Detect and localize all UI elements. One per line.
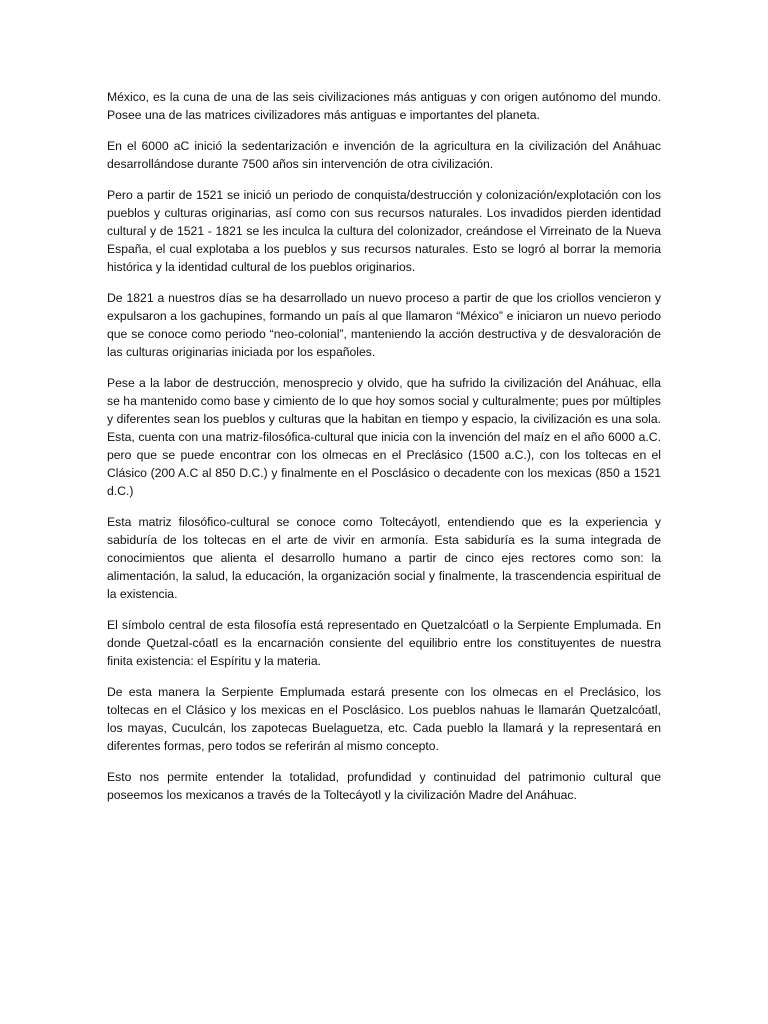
paragraph: De 1821 a nuestros días se ha desarrollado un nuevo proceso a partir de que los criollos vencieron y expulsaron a los gachupines, formando un país al que llamaron “México” e iniciaron un nuevo periodo que se conoce como periodo “neo-colonial”, manteniendo la acción destructiva y de desvaloración de las culturas originarias iniciada por los españoles. (107, 291, 661, 359)
document-page (107, 88, 661, 817)
paragraph: Esta matriz filosófico-cultural se conoce como Toltecáyotl, entendiendo que es la experiencia y sabiduría de los toltecas en el arte de vivir en armonía. Esta sabiduría es la suma integrada de conocimientos que alienta el desarrollo humano a partir de cinco ejes rectores como son: la alimentación, la salud, la educación, la organización social y finalmente, la trascendencia espiritual de la existencia. (107, 515, 661, 601)
paragraph: El símbolo central de esta filosofía está representado en Quetzalcóatl o la Serpiente Emplumada. En donde Quetzal-cóatl es la encarnación consiente del equilibrio entre los constituyentes de nuestra finita existencia: el Espíritu y la materia. (107, 618, 661, 668)
paragraph: Pese a la labor de destrucción, menosprecio y olvido, que ha sufrido la civilización del Anáhuac, ella se ha mantenido como base y cimiento de lo que hoy somos social y culturalmente; pues por múltiples y diferentes sean los pueblos y culturas que la habitan en tiempo y espacio, la civilización es una sola. Esta, cuenta con una matriz-filosófica-cultural que inicia con la invención del maíz en el año 6000 a.C. pero que se puede encontrar con los olmecas en el Preclásico (1500 a.C.), con los toltecas en el Clásico (200 A.C al 850 D.C.) y finalmente en el Posclásico o decadente con los mexicas (850 a 1521 d.C.) (107, 376, 661, 498)
paragraph: En el 6000 aC inició la sedentarización e invención de la agricultura en la civilización del Anáhuac desarrollándose durante 7500 años sin intervención de otra civilización. (107, 139, 661, 171)
paragraph: México, es la cuna de una de las seis civilizaciones más antiguas y con origen autónomo del mundo. Posee una de las matrices civilizadores más antiguas e importantes del planeta. (107, 90, 661, 122)
paragraph: Pero a partir de 1521 se inició un periodo de conquista/destrucción y colonización/explotación con los pueblos y culturas originarias, así como con sus recursos naturales. Los invadidos pierden identidad cultural y de 1521 - 1821 se les inculca la cultura del colonizador, creándose el Virreinato de la Nueva España, el cual explotaba a los pueblos y sus recursos naturales. Esto se logró al borrar la memoria histórica y la identidad cultural de los pueblos originarios. (107, 188, 661, 274)
paragraph: De esta manera la Serpiente Emplumada estará presente con los olmecas en el Preclásico, los toltecas en el Clásico y los mexicas en el Posclásico. Los pueblos nahuas le llamarán Quetzalcóatl, los mayas, Cuculcán, los zapotecas Buelaguetza, etc. Cada pueblo la llamará y la representará en diferentes formas, pero todos se referirán al mismo concepto. (107, 685, 661, 753)
paragraph: Esto nos permite entender la totalidad, profundidad y continuidad del patrimonio cultural que poseemos los mexicanos a través de la Toltecáyotl y la civilización Madre del Anáhuac. (107, 770, 661, 802)
